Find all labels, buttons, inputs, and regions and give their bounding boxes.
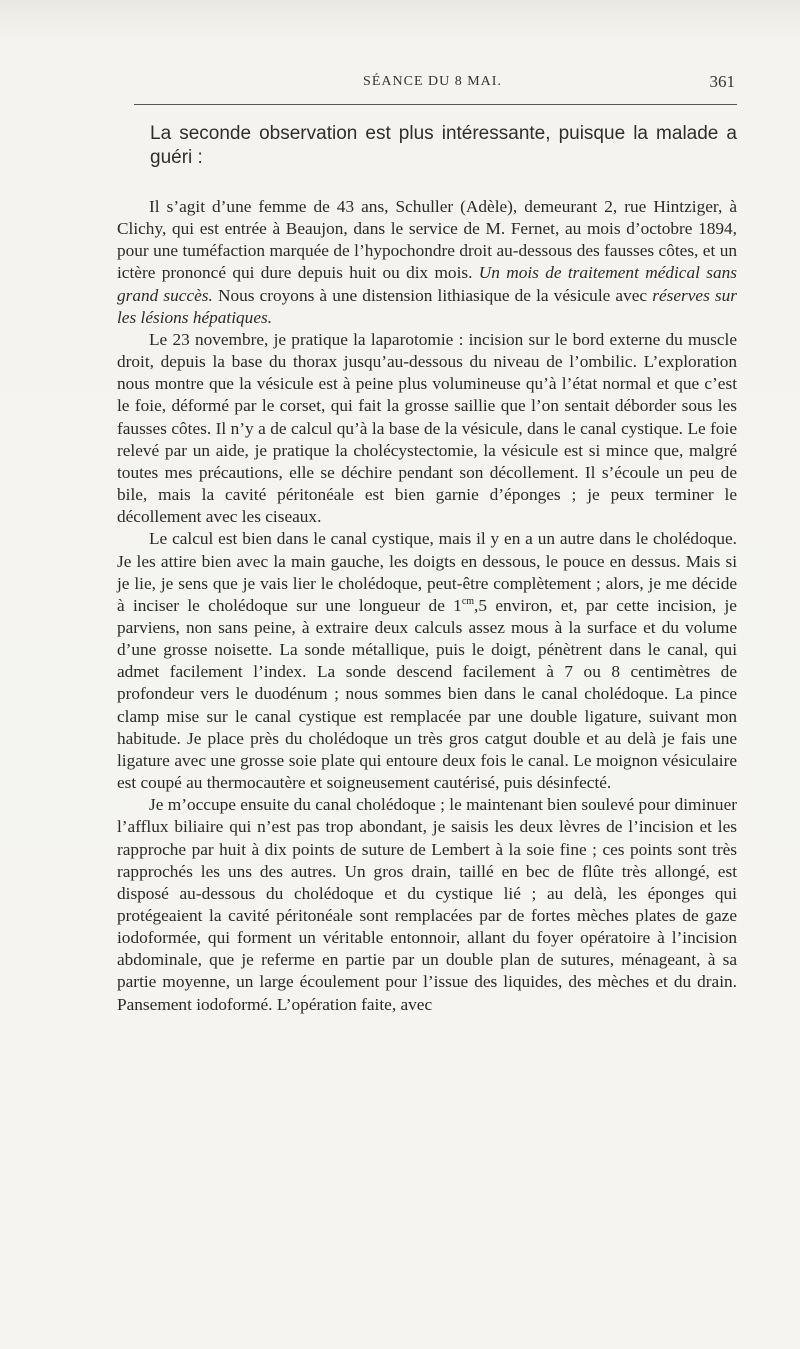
case-history-text: Il s’agit d’une femme de 43 ans, Schuller (Adèle), demeurant 2, rue Hintziger, à Clichy, qui est entrée à Beaujon, dans le service de M. Fernet, au mois d’octobre 1894, pour une tuméfaction marquée de l’hypochondre droit au-dessous des fausses côtes, et un ictère prononcé qui dure depuis huit ou dix mois. [117,197,737,283]
case-history-text-2: Nous croyons à une distension lithiasique de la vésicule avec [217,285,648,305]
calculus-text-1: Le calcul est bien dans le canal cystique, mais il y en a un autre dans le cholédoque. Je les attire bien avec la main gauche, les doigts en dessous, le pouce en dessus. Mais si je lie, je sens que je vais lier le cholédoque, peut-être complètement ; alors, je me décide à inciser le cholédoque sur une longueur de 1 [117,529,737,615]
paragraph-calculus [117,528,737,794]
page-header [130,74,735,96]
paragraph-laparotomy: Le 23 novembre, je pratique la laparotomie : incision sur le bord externe du muscle droit, depuis la base du thorax jusqu’au-dessous du niveau de l’ombilic. L’exploration nous montre que la vésicule est à peine plus volumineuse qu’à l’état normal et que c’est le foie, déformé par le corset, qui fait la grosse saillie que l’on sentait déborder sous les fausses côtes. Il n’y a de calcul qu’à la base de la vésicule, dans le canal cystique. Le foie relevé par un aide, je pratique la cholécystectomie, la vésicule est si mince que, malgré toutes mes précautions, elle se déchire pendant son décollement. Il s’écoule un peu de bile, mais la cavité péritonéale est bien garnie d’éponges ; je peux terminer le décollement avec les ciseaux. [117,329,737,527]
paragraph-case-history [117,196,737,329]
calculus-text-2: ,5 environ, et, par cette incision, je parviens, non sans peine, à extraire deux calculs assez mous à la surface et du volume d’une grosse noisette. La sonde métallique, puis le doigt, pénètrent dans le canal, qui admet facilement l’index. La sonde descend facilement à 7 ou 8 centimètres de profondeur vers le duodénum ; nous sommes bien dans le canal cholédoque. La pince clamp mise sur le canal cystique est remplacée par une double ligature, suivant mon habitude. Je place près du cholédoque un très gros catgut double et au delà je fais une ligature avec une grosse soie plate qui entoure deux fois le canal. Le moignon vésiculaire est coupé au thermocautère et soigneusement cautérisé, puis désinfecté. [117,595,737,793]
case-history-italic-reserves: réserves sur les lésions hépatiques. [117,285,738,327]
unit-superscript: cm [461,596,475,608]
case-history-italic-treatment: Un mois de traitement médical sans grand succès. [117,263,737,305]
running-head: SÉANCE DU 8 MAI. [363,74,502,89]
header-rule [134,104,737,105]
page-number: 361 [709,72,735,91]
intro-sentence: La seconde observation est plus intéressante, puisque la malade a guéri : [150,123,737,168]
body-text [117,196,737,1016]
paragraph-choledochus: Je m’occupe ensuite du canal cholédoque ; le maintenant bien soulevé pour diminuer l’afflux biliaire qui n’est pas trop abondant, je saisis les deux lèvres de l’incision et les rapproche par huit à dix points de suture de Lembert à la soie fine ; ces points sont très rapprochés les uns des autres. Un gros drain, taillé en bec de flûte très allongé, est disposé au-dessous du cholédoque et du cystique lié ; au delà, les éponges qui protégeaient la cavité péritonéale sont remplacées par de fortes mèches plates de gaze iodoformée, qui forment un véritable entonnoir, allant du foyer opératoire à l’incision abdominale, que je referme en partie par un double plan de sutures, ménageant, à sa partie moyenne, un large écoulement pour l’issue des liquides, des mèches et du drain. Pansement iodoformé. L’opération faite, avec [117,795,737,1014]
